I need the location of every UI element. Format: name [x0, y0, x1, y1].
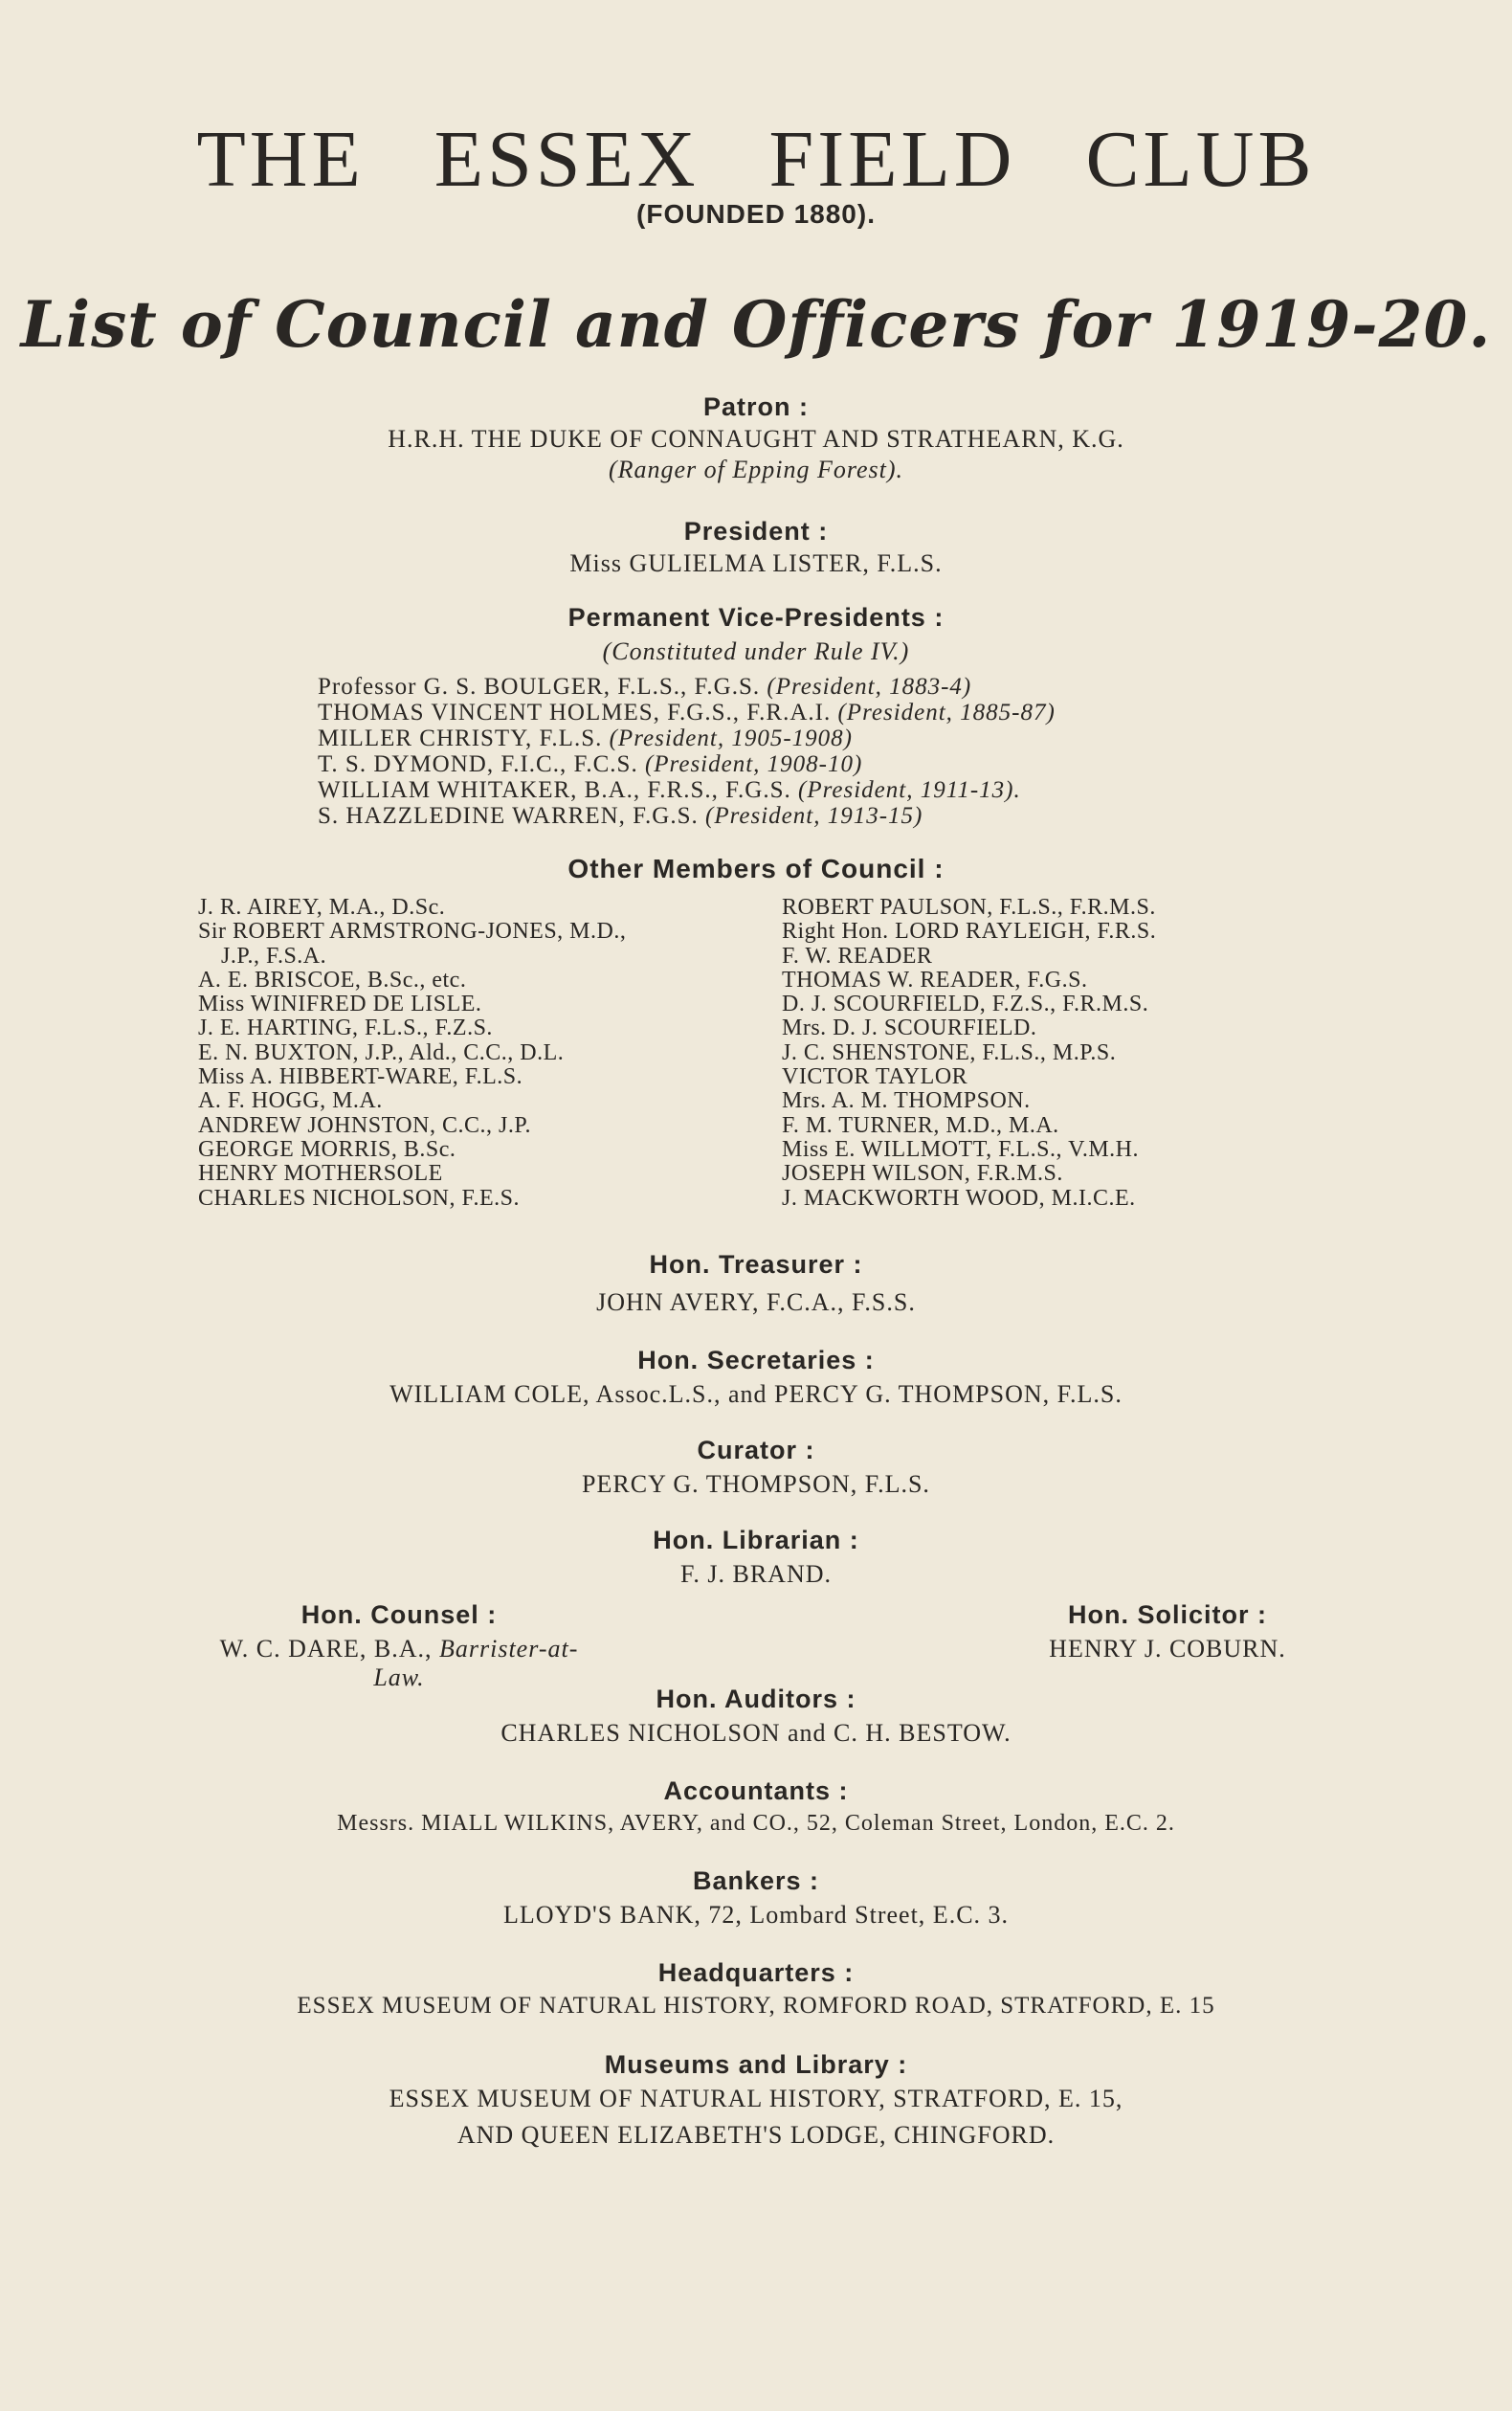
president-name: Miss GULIELMA LISTER, F.L.S.	[569, 549, 943, 577]
president-heading: President :	[683, 517, 829, 546]
founded-note: (FOUNDED 1880).	[636, 199, 876, 229]
patron-note: (Ranger of Epping Forest).	[608, 456, 904, 483]
accountants-heading: Accountants :	[663, 1776, 849, 1805]
list-item: J. C. SHENSTONE, F.L.S., M.P.S.	[782, 1039, 1117, 1065]
list-item: J.P., F.S.A.	[221, 943, 327, 969]
list-item: THOMAS VINCENT HOLMES, F.G.S., F.R.A.I. (President, 1885-87)	[318, 700, 1056, 726]
list-item: A. F. HOGG, M.A.	[198, 1088, 383, 1114]
club-title: THE ESSEX FIELD CLUB	[196, 115, 1316, 204]
accountants-name: Messrs. MIALL WILKINS, AVERY, and CO., 52, Coleman Street, London, E.C. 2.	[337, 1811, 1175, 1836]
council-left-column	[198, 896, 626, 1211]
bankers-heading: Bankers :	[692, 1866, 820, 1895]
list-item: F. M. TURNER, M.D., M.A.	[782, 1112, 1059, 1138]
treasurer-name: JOHN AVERY, F.C.A., F.S.S.	[596, 1288, 916, 1316]
list-item: WILLIAM WHITAKER, B.A., F.R.S., F.G.S. (President, 1911-13).	[318, 777, 1021, 803]
list-item: HENRY MOTHERSOLE	[198, 1161, 443, 1187]
list-item: T. S. DYMOND, F.I.C., F.C.S. (President, 1908-10)	[318, 751, 863, 777]
museums-heading: Museums and Library :	[604, 2050, 908, 2079]
list-item: VICTOR TAYLOR	[782, 1064, 968, 1090]
list-item: A. E. BRISCOE, B.Sc., etc.	[198, 967, 467, 993]
solicitor-heading: Hon. Solicitor :	[1068, 1600, 1267, 1629]
list-item: Professor G. S. BOULGER, F.L.S., F.G.S. (President, 1883-4)	[318, 674, 972, 700]
counsel-heading: Hon. Counsel :	[300, 1600, 498, 1629]
list-item: ANDREW JOHNSTON, C.C., J.P.	[198, 1112, 531, 1138]
list-item: JOSEPH WILSON, F.R.M.S.	[782, 1161, 1063, 1187]
museums-line-2: AND QUEEN ELIZABETH'S LODGE, CHINGFORD.	[456, 2121, 1056, 2149]
list-item: J. E. HARTING, F.L.S., F.Z.S.	[198, 1016, 493, 1041]
list-item: CHARLES NICHOLSON, F.E.S.	[198, 1185, 520, 1211]
list-item: S. HAZZLEDINE WARREN, F.G.S. (President, 1913-15)	[318, 803, 923, 829]
solicitor-name: HENRY J. COBURN.	[1049, 1635, 1286, 1663]
list-item: Sir ROBERT ARMSTRONG-JONES, M.D.,	[198, 919, 627, 945]
council-heading: Other Members of Council :	[567, 854, 945, 883]
headquarters-name: ESSEX MUSEUM OF NATURAL HISTORY, ROMFORD ROAD, STRATFORD, E. 15	[297, 1993, 1215, 2019]
treasurer-heading: Hon. Treasurer :	[649, 1250, 863, 1279]
secretaries-name: WILLIAM COLE, Assoc.L.S., and PERCY G. THOMPSON, F.L.S.	[389, 1380, 1123, 1408]
list-item: Mrs. D. J. SCOURFIELD.	[782, 1016, 1037, 1041]
librarian-heading: Hon. Librarian :	[653, 1526, 859, 1554]
list-item: Miss A. HIBBERT-WARE, F.L.S.	[198, 1064, 523, 1090]
bankers-name: LLOYD'S BANK, 72, Lombard Street, E.C. 3.	[502, 1901, 1010, 1929]
vice-presidents-note: (Constituted under Rule IV.)	[602, 637, 910, 665]
council-right-column	[782, 896, 1156, 1211]
list-item: F. W. READER	[782, 943, 933, 969]
vice-presidents-heading: Permanent Vice-Presidents :	[567, 603, 945, 632]
list-item: J. R. AIREY, M.A., D.Sc.	[198, 895, 446, 920]
list-item: Right Hon. LORD RAYLEIGH, F.R.S.	[782, 919, 1157, 945]
list-item: Mrs. A. M. THOMPSON.	[782, 1088, 1031, 1114]
vice-presidents-list	[318, 674, 1056, 829]
auditors-heading: Hon. Auditors :	[656, 1685, 856, 1713]
list-item: GEORGE MORRIS, B.Sc.	[198, 1136, 456, 1162]
patron-name: H.R.H. THE DUKE OF CONNAUGHT AND STRATHEARN, K.G.	[388, 425, 1124, 453]
list-item: MILLER CHRISTY, F.L.S. (President, 1905-1908)	[318, 726, 853, 751]
list-item: J. MACKWORTH WOOD, M.I.C.E.	[782, 1185, 1136, 1211]
headquarters-heading: Headquarters :	[657, 1958, 855, 1987]
patron-heading: Patron :	[702, 392, 809, 421]
list-item: THOMAS W. READER, F.G.S.	[782, 967, 1088, 993]
museums-line-1: ESSEX MUSEUM OF NATURAL HISTORY, STRATFORD, E. 15,	[389, 2085, 1123, 2112]
list-item: Miss E. WILLMOTT, F.L.S., V.M.H.	[782, 1136, 1139, 1162]
list-item: Miss WINIFRED DE LISLE.	[198, 992, 482, 1017]
curator-heading: Curator :	[697, 1436, 815, 1464]
curator-name: PERCY G. THOMPSON, F.L.S.	[582, 1470, 930, 1498]
secretaries-heading: Hon. Secretaries :	[637, 1346, 875, 1374]
librarian-name: F. J. BRAND.	[679, 1560, 832, 1588]
list-item: D. J. SCOURFIELD, F.Z.S., F.R.M.S.	[782, 992, 1149, 1017]
list-item: ROBERT PAULSON, F.L.S., F.R.M.S.	[782, 895, 1156, 920]
list-item: E. N. BUXTON, J.P., Ald., C.C., D.L.	[198, 1039, 565, 1065]
auditors-name: CHARLES NICHOLSON and C. H. BESTOW.	[500, 1719, 1012, 1747]
counsel-line: W. C. DARE, B.A., Barrister-at-Law.	[219, 1635, 579, 1691]
list-title: List of Council and Officers for 1919-20.	[20, 287, 1492, 362]
